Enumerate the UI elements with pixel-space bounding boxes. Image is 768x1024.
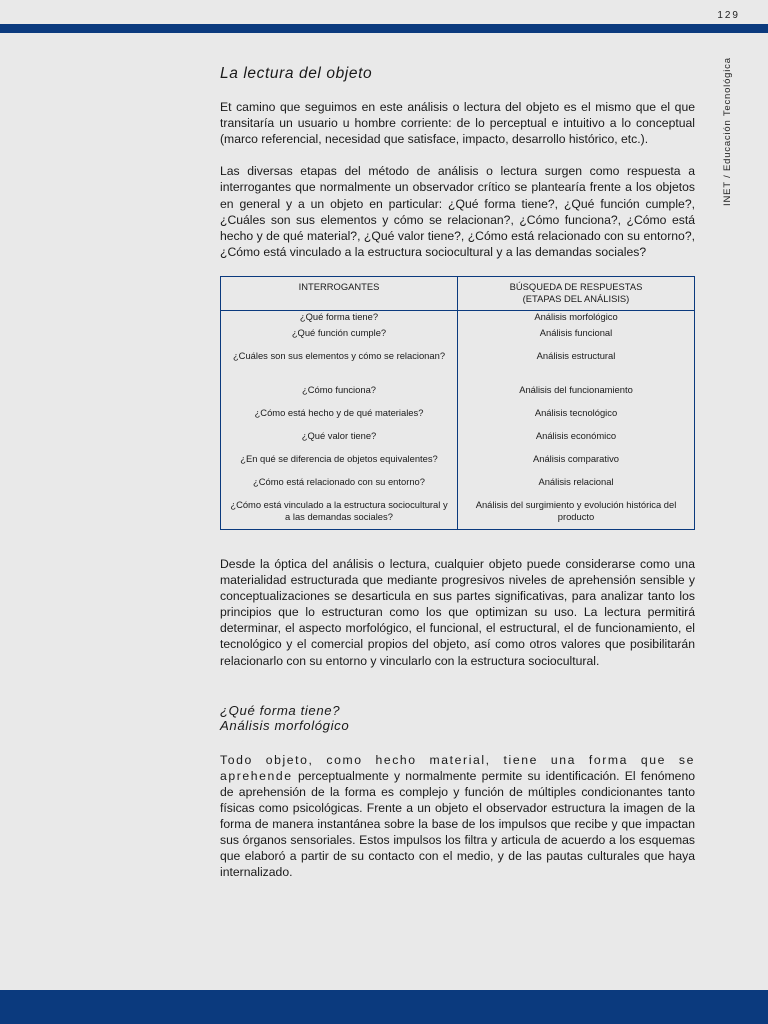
table-header-row bbox=[221, 276, 695, 310]
table-row bbox=[221, 499, 695, 530]
subsection-title-line2: Análisis morfológico bbox=[220, 718, 350, 734]
question-cell: ¿Qué forma tiene? bbox=[299, 310, 379, 322]
paragraph-reading: Desde la óptica del análisis o lectura, cualquier objeto puede considerarse como una materialidad estructurada que mediante progresivos niveles de aprehensión sensible y conceptualizaciones se desarticula en sus partes significativas, para analizar tanto los principios que lo estructuran como los que optimizan su uso. La lectura permitirá determinar, el aspecto morfológico, el funcional, el estructural, el de funcionamiento, el tecnológico y el comercial propios del objeto, así como otros valores que posibilitarán relacionarlo con su entorno y vincularlo con la estructura sociocultural. bbox=[220, 556, 695, 668]
subsection-title bbox=[220, 703, 695, 734]
answer-cell: Análisis comparativo bbox=[458, 453, 695, 476]
header-busqueda bbox=[458, 276, 695, 310]
question-cell: ¿Qué función cumple? bbox=[291, 326, 387, 338]
table-row bbox=[221, 384, 695, 407]
paragraph-form bbox=[220, 752, 695, 881]
paragraph-intro: Et camino que seguimos en este análisis o lectura del objeto es el mismo que el que transitaría un usuario u hombre corriente: de lo perceptual e intuitivo a lo conceptual (marco referencial, necesidad que satisface, impacto, desarrollo histórico, etc.). bbox=[220, 100, 695, 147]
table-row bbox=[221, 327, 695, 350]
paragraph-form-rest: perceptualmente y normalmente permite su identificación. El fenómeno de aprehensión de la forma es complejo y función de múltiples condicionantes tanto físicas como psicológicas. Frente a un objeto el observador estructura la imagen de la forma de manera instantánea sobre la base de los impulsos que recibe y que impactan sus órganos sensoriales. Estos impulsos los filtra y articula de acuerdo a los esquemas que elaboró a partir de su contacto con el medio, y de las pautas culturales que haya internalizado. bbox=[220, 768, 696, 880]
question-cell: ¿Cómo está relacionado con su entorno? bbox=[253, 475, 425, 487]
bottom-color-band bbox=[0, 990, 768, 1024]
answer-cell: Análisis morfológico bbox=[458, 310, 695, 327]
answer-cell: Análisis relacional bbox=[458, 476, 695, 499]
question-cell: ¿Cómo está hecho y de qué materiales? bbox=[254, 406, 424, 418]
question-cell: ¿Cómo funciona? bbox=[302, 383, 376, 395]
answer-cell: Análisis del surgimiento y evolución histórica del producto bbox=[458, 499, 695, 530]
answer-cell: Análisis del funcionamiento bbox=[458, 384, 695, 407]
section-title: La lectura del objeto bbox=[220, 65, 373, 82]
header-busqueda-line1: BÚSQUEDA DE RESPUESTAS bbox=[509, 280, 643, 292]
answer-cell: Análisis económico bbox=[458, 430, 695, 453]
paragraph-stages: Las diversas etapas del método de análisis o lectura surgen como respuesta a interrogantes que normalmente un observador crítico se plantearía frente a los objetos en general y a un objeto en particular: ¿Qué forma tiene?, ¿Qué función cumple?, ¿Cuáles son sus elementos y cómo se relacionan?, ¿Cómo funciona?, ¿Cómo está hecho y de qué material?, ¿Qué valor tiene?, ¿Cómo está relacionado con su entorno?, ¿Cómo está vinculado a la estructura sociocultural y a las demandas sociales? bbox=[220, 164, 695, 259]
answer-cell: Análisis funcional bbox=[458, 327, 695, 350]
table-row bbox=[221, 476, 695, 499]
header-busqueda-line2: (ETAPAS DEL ANÁLISIS) bbox=[522, 292, 630, 304]
side-label-text: INET / Educación Tecnológica bbox=[722, 57, 733, 206]
question-cell: ¿Cuáles son sus elementos y cómo se relacionan? bbox=[232, 349, 446, 361]
answer-cell: Análisis tecnológico bbox=[458, 407, 695, 430]
question-cell: ¿En qué se diferencia de objetos equivalentes? bbox=[240, 452, 438, 464]
table-row bbox=[221, 350, 695, 384]
header-interrogantes: INTERROGANTES bbox=[221, 276, 458, 310]
question-cell: ¿Qué valor tiene? bbox=[301, 429, 377, 441]
question-cell: ¿Cómo está vinculado a la estructura sociocultural y a las demandas sociales? bbox=[230, 498, 448, 522]
answer-cell: Análisis estructural bbox=[458, 350, 695, 384]
table-row bbox=[221, 310, 695, 327]
main-content bbox=[220, 66, 695, 880]
table-row bbox=[221, 407, 695, 430]
analysis-table bbox=[220, 276, 695, 530]
side-label bbox=[700, 46, 760, 206]
paragraph-form-lead: Todo objeto, como hecho material, tiene una forma que se aprehende bbox=[220, 752, 695, 783]
table-row bbox=[221, 453, 695, 476]
subsection-title-line1: ¿Qué forma tiene? bbox=[220, 702, 341, 718]
top-color-band bbox=[0, 24, 768, 33]
page-number: 129 bbox=[717, 10, 740, 21]
table-row bbox=[221, 430, 695, 453]
